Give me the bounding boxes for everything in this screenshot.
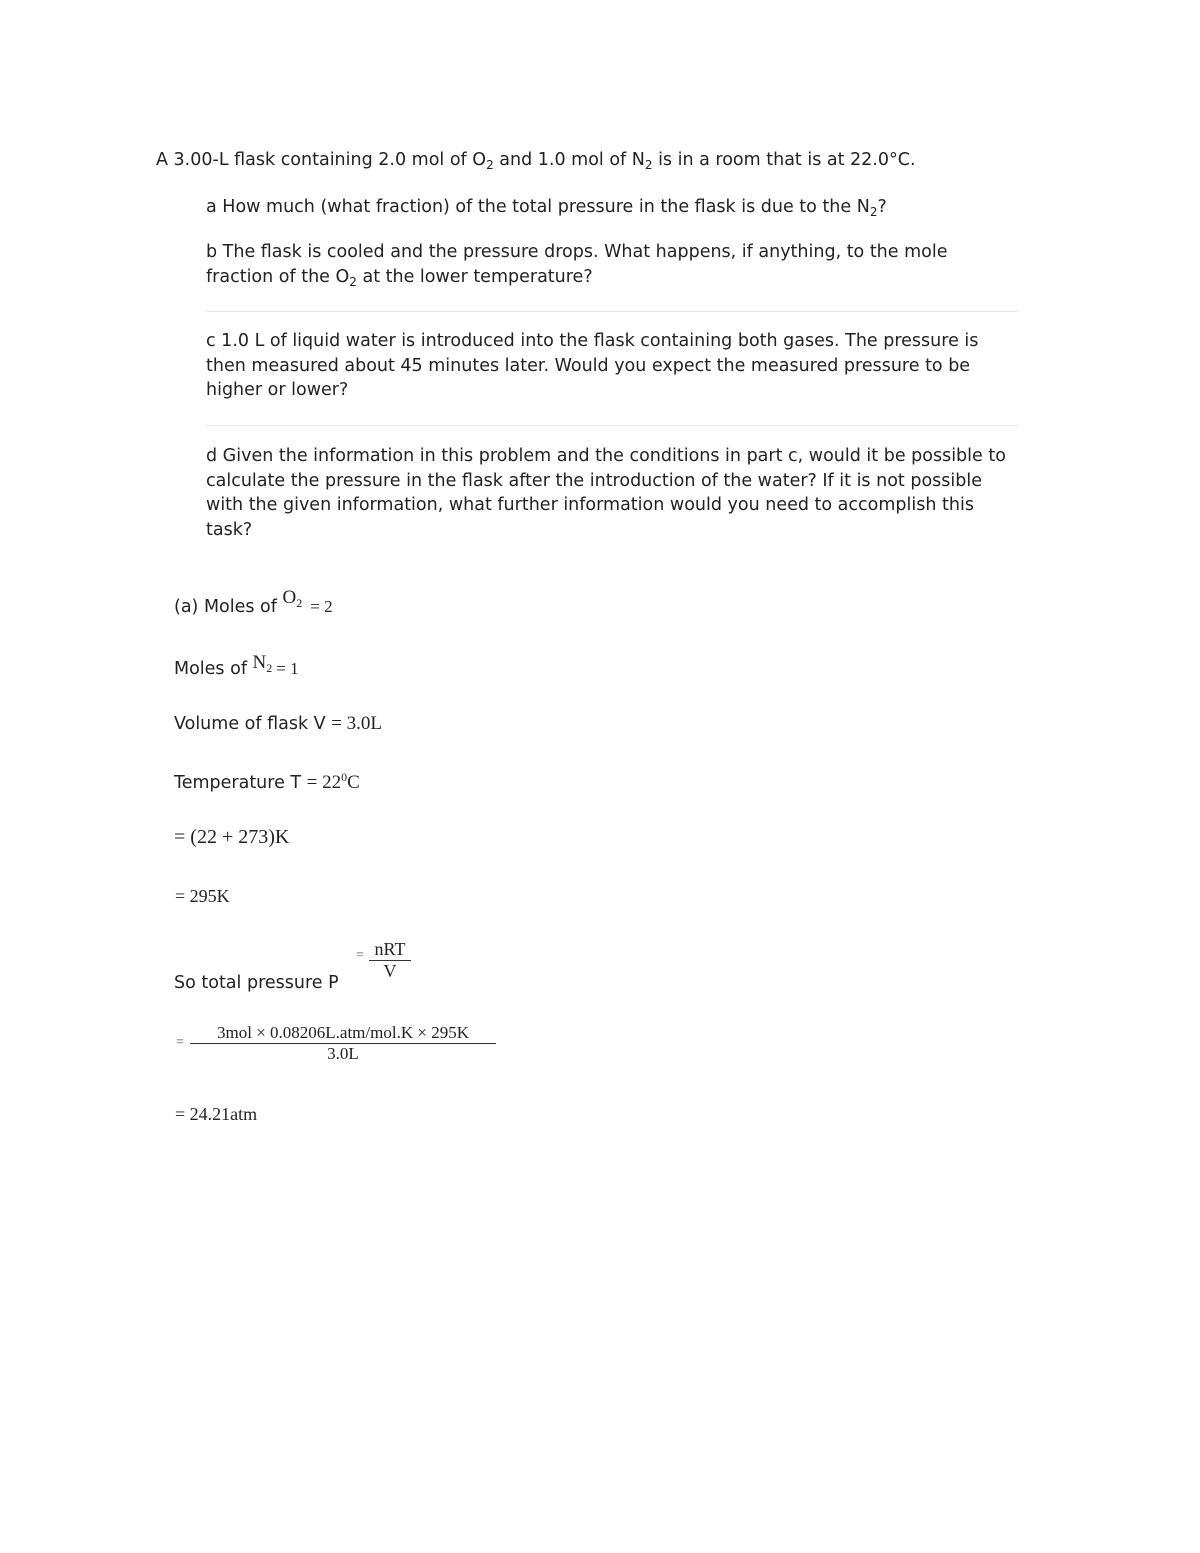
- divider-2: [206, 425, 1018, 426]
- temp-kelvin: = 295K: [175, 886, 230, 906]
- part-a-end: ?: [877, 197, 887, 217]
- degree-superscript: 0: [341, 770, 348, 784]
- question-part-d: d Given the information in this problem and the conditions in part c, would it be possible to calculate the pressure in the flask after the introduction of the water? If it is not possible with the given information, what further information would you need to accomplish this task?: [206, 446, 1006, 540]
- result: = 24.21atm: [175, 1104, 258, 1124]
- moles-o2-value: = 2: [310, 597, 333, 616]
- pressure-label: So total pressure P: [174, 973, 339, 993]
- n2-subscript: 2: [644, 158, 653, 172]
- o2-sym: O: [282, 587, 297, 608]
- temperature-line: [174, 772, 360, 794]
- moles-n2-label: Moles of: [174, 659, 253, 679]
- part-b-end: at the lower temperature?: [356, 266, 593, 287]
- calc-numerator: 3mol × 0.08206L.atm/mol.K × 295K: [217, 1023, 469, 1042]
- intro-text-2: and 1.0 mol of N: [493, 150, 645, 170]
- o2-subscript: 2: [486, 158, 494, 172]
- fraction-numerator: nRT: [374, 939, 406, 959]
- pressure-fraction: [369, 939, 411, 982]
- part-a-text: a How much (what fraction) of the total pressure in the flask is due to the N: [206, 197, 870, 217]
- moles-n2-line: [174, 652, 299, 680]
- temperature-value: = 22: [306, 772, 342, 793]
- temperature-label: Temperature T: [174, 773, 307, 793]
- volume-label: Volume of flask V: [174, 714, 332, 734]
- question-intro: [156, 150, 916, 170]
- n2-sub: 2: [266, 661, 273, 675]
- fraction-denominator: V: [383, 961, 397, 981]
- n2-symbol: [253, 652, 273, 673]
- temp-conversion: = (22 + 273)K: [174, 826, 290, 848]
- moles-o2-label: (a) Moles of: [174, 597, 283, 617]
- question-part-a: [206, 197, 887, 217]
- volume-line: [174, 713, 382, 735]
- divider-1: [206, 311, 1018, 312]
- calc-equals: =: [176, 1035, 184, 1050]
- n2-sym: N: [252, 652, 267, 673]
- intro-text-1: A 3.00-L flask containing 2.0 mol of O: [156, 150, 487, 170]
- question-part-c: c 1.0 L of liquid water is introduced into the flask containing both gases. The pressure is then measured about 45 minutes later. Would you expect the measured pressure to be higher or lower?: [206, 331, 979, 400]
- volume-value: = 3.0L: [331, 713, 383, 734]
- o2-symbol: [283, 587, 303, 608]
- calc-denominator: 3.0L: [327, 1044, 359, 1063]
- pressure-equals: =: [356, 948, 364, 963]
- part-b-line2: [206, 265, 1026, 290]
- part-a-subscript: 2: [869, 205, 878, 219]
- moles-n2-value: = 1: [276, 659, 299, 678]
- calc-fraction: [190, 1023, 496, 1064]
- part-b-line1: b The flask is cooled and the pressure drops. What happens, if anything, to the mole: [206, 242, 948, 262]
- o2-sub: 2: [296, 596, 303, 610]
- temperature-unit: C: [347, 772, 360, 793]
- moles-o2-line: [174, 587, 333, 618]
- question-part-b: [206, 240, 1026, 289]
- intro-text-3: is in a room that is at 22.0°C.: [652, 150, 916, 170]
- part-b-subscript: 2: [349, 274, 357, 289]
- part-b-text: fraction of the O: [206, 266, 350, 287]
